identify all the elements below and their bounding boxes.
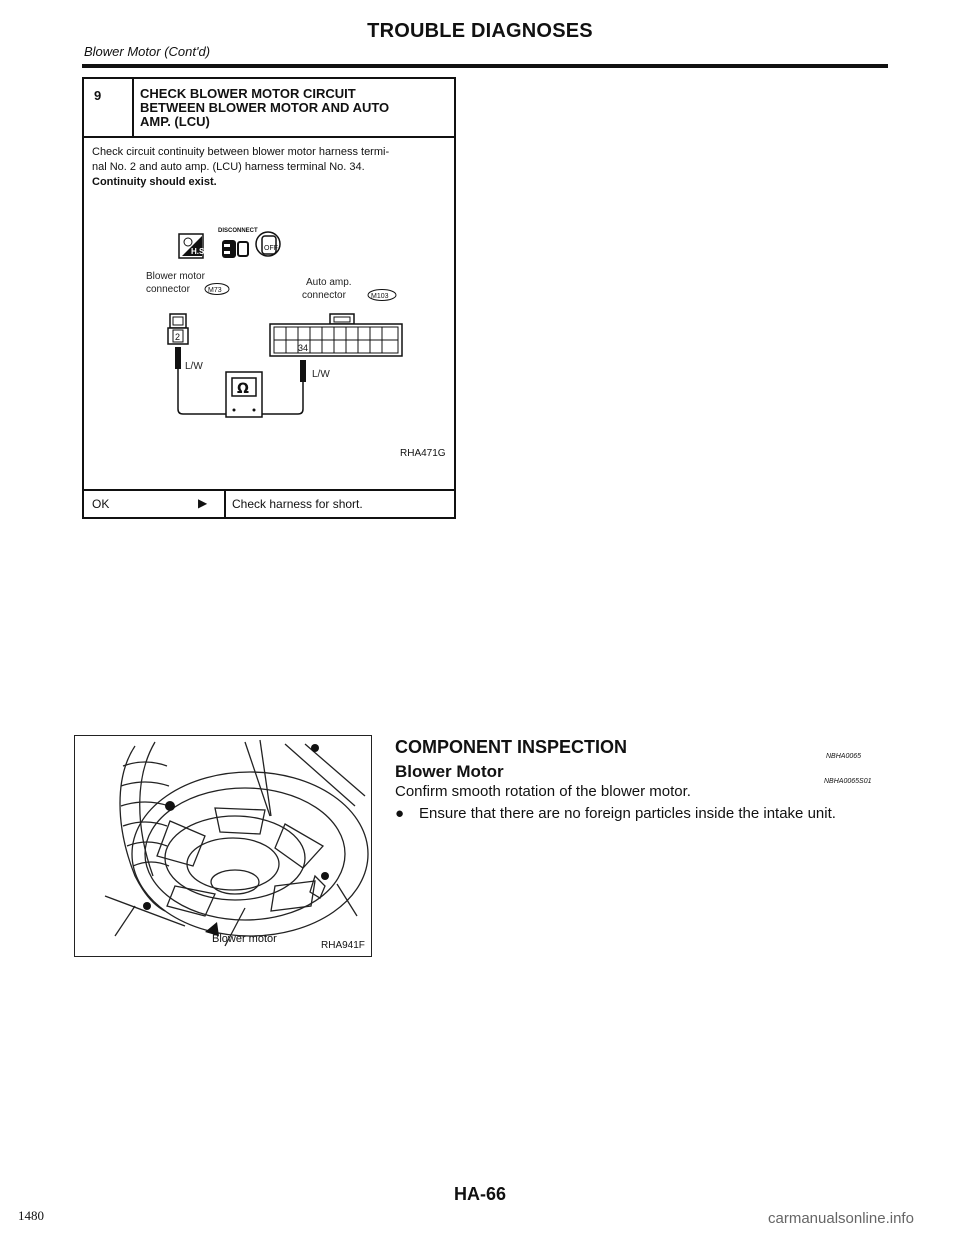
step-instructions [92,145,452,190]
header-rule [82,64,888,68]
page-number: HA-66 [453,1184,506,1204]
hs-label: H.S. [191,247,207,256]
right-connector-code: M103 [371,293,389,300]
left-connector-label-2: connector [146,284,190,295]
ignition-off-icon [256,232,280,256]
result-divider [224,491,226,519]
continuity-requirement: Continuity should exist. [92,176,217,188]
blower-motor-connector [168,314,188,344]
check-step-box [82,77,456,519]
bullet-text: Ensure that there are no foreign particles inside the intake unit. [419,805,836,822]
blower-motor-illustration [74,735,372,957]
photo-code: RHA941F [321,940,365,951]
ohm-symbol: Ω [237,381,249,397]
auto-amp-connector [270,314,402,356]
right-probe [300,360,306,382]
result-action: Check harness for short. [232,497,363,511]
figure-code: RHA471G [400,448,446,459]
terminal-2-label: 2 [175,332,181,342]
step-number: 9 [94,88,102,103]
disconnect-label: DISCONNECT [218,228,258,234]
bullet-icon: ● [395,805,405,822]
result-arrow-icon: ▶ [198,496,208,510]
inspection-text: Confirm smooth rotation of the blower motor. [395,783,691,800]
circuit-diagram [84,204,454,489]
watermark-site: carmanualsonline.info [768,1210,914,1227]
left-connector-code: M73 [208,287,222,294]
left-wire-color: L/W [185,361,203,372]
blower-motor-drawing [75,736,372,957]
sheet-number: 1480 [18,1208,44,1223]
terminal-34-label: 34 [298,343,309,353]
step-title-line: CHECK BLOWER MOTOR CIRCUIT [140,86,356,101]
instruction-line: nal No. 2 and auto amp. (LCU) harness terminal No. 34. [92,161,365,173]
right-connector-label-2: connector [302,290,346,301]
step-divider [132,79,134,136]
inspection-bullet [395,805,836,822]
section-heading-code: NBHA0065 [826,753,862,760]
right-connector-label: Auto amp. [306,277,352,288]
subsection-heading: Blower Motor [395,762,504,781]
instruction-line: Check circuit continuity between blower motor harness termi- [92,146,390,158]
left-connector-label: Blower motor [146,271,205,282]
step-title [140,87,440,129]
off-label: OFF [264,245,278,252]
photo-label: Blower motor [212,933,277,945]
page-title: TROUBLE DIAGNOSES [367,20,593,42]
right-wire-color: L/W [312,369,330,380]
disconnect-icon [218,228,258,258]
check-step-header [84,79,454,138]
left-probe [175,347,181,369]
hs-icon [179,234,207,258]
step-title-line: AMP. (LCU) [140,114,210,129]
ohmmeter-icon [226,372,262,417]
result-status: OK [92,497,110,511]
step-title-line: BETWEEN BLOWER MOTOR AND AUTO [140,100,390,115]
section-subtitle: Blower Motor (Cont'd) [84,44,211,59]
section-heading: COMPONENT INSPECTION [395,737,628,757]
circuit-diagram-svg [84,204,454,489]
step-result-row [84,489,454,519]
subsection-heading-code: NBHA0065S01 [824,778,872,785]
